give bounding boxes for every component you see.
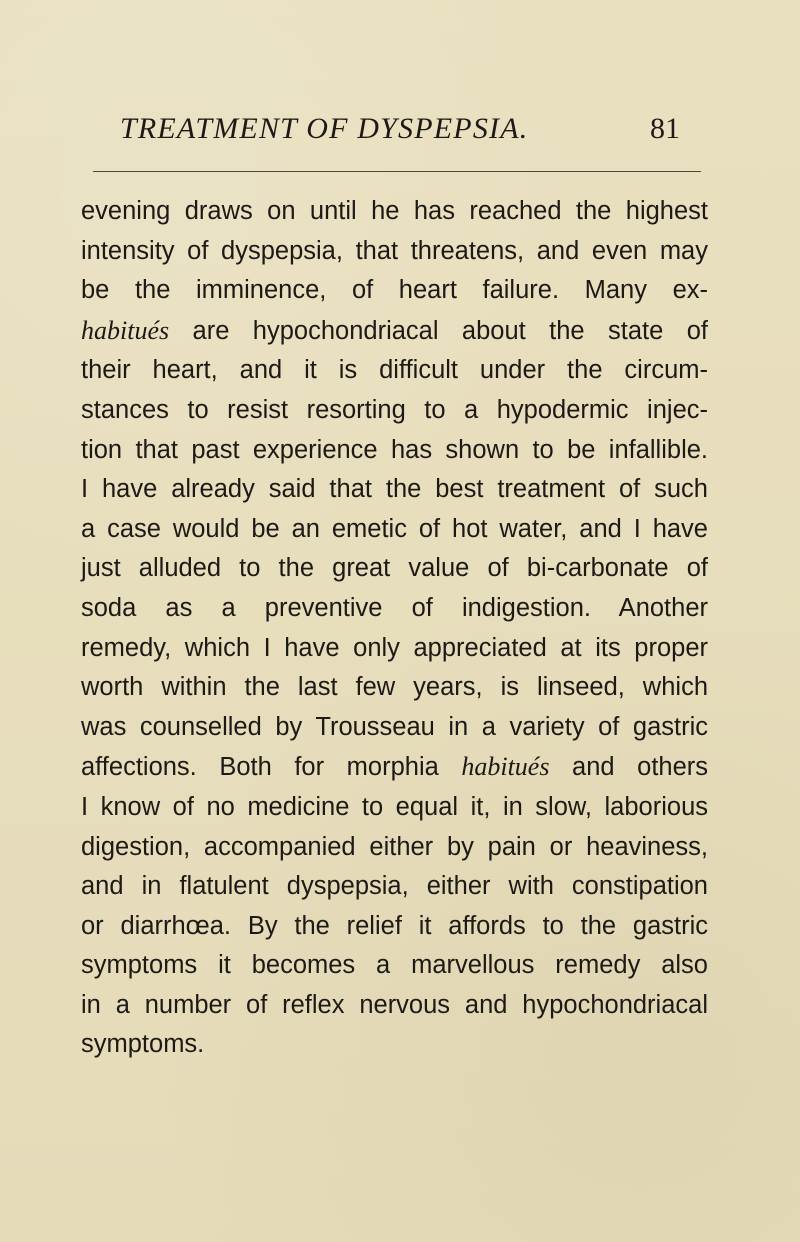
- text-line-13: worth within the last few years, is linseed, which: [81, 673, 708, 702]
- text-line-14: was counselled by Trousseau in a variety of gastric: [81, 712, 708, 741]
- text-line-10: just alluded to the great value of bi-carbonate of: [81, 554, 708, 583]
- text-line-17: digestion, accompanied either by pain or heaviness,: [81, 832, 708, 861]
- text-line-18: and in flatulent dyspepsia, either with constipation: [81, 872, 708, 901]
- text-line-20: symptoms it becomes a marvellous remedy also: [81, 951, 708, 980]
- text-line-12: remedy, which I have only appreciated at its proper: [81, 633, 708, 662]
- text-line-15: [81, 747, 708, 788]
- body-text: [81, 192, 708, 1065]
- italic-word-habitues: habitués: [81, 315, 170, 345]
- text-line-5: their heart, and it is difficult under the circum-: [81, 356, 708, 385]
- text-line-7: tion that past experience has shown to be infallible.: [81, 435, 708, 464]
- text-line-3: be the imminence, of heart failure. Many ex-: [81, 276, 708, 305]
- text-line-19: or diarrhœa. By the relief it affords to the gastric: [81, 911, 708, 940]
- running-header: [120, 112, 680, 156]
- text-line-11: soda as a preventive of indigestion. Another: [81, 593, 708, 622]
- text-line-16: I know of no medicine to equal it, in slow, laborious: [81, 792, 708, 821]
- page-number: 81: [650, 112, 680, 145]
- text-line-15-after: and others: [549, 753, 709, 782]
- text-line-4-rest: are hypochondriacal about the state of: [169, 316, 708, 345]
- text-line-8: I have already said that the best treatment of such: [81, 475, 708, 504]
- text-line-2: intensity of dyspepsia, that threatens, and even may: [81, 236, 708, 265]
- text-line-22: symptoms.: [81, 1030, 205, 1059]
- text-line-15-before: affections. Both for morphia: [81, 753, 462, 782]
- text-line-21: in a number of reflex nervous and hypochondriacal: [81, 990, 708, 1019]
- text-line-9: a case would be an emetic of hot water, and I have: [81, 514, 708, 543]
- text-line-6: stances to resist resorting to a hypodermic injec-: [81, 395, 708, 424]
- text-line-1: evening draws on until he has reached the highest: [81, 197, 708, 225]
- text-line-4: [81, 311, 708, 352]
- italic-word-habitues-2: habitués: [461, 752, 550, 782]
- header-rule: [93, 171, 701, 172]
- running-title: TREATMENT OF DYSPEPSIA.: [120, 112, 529, 145]
